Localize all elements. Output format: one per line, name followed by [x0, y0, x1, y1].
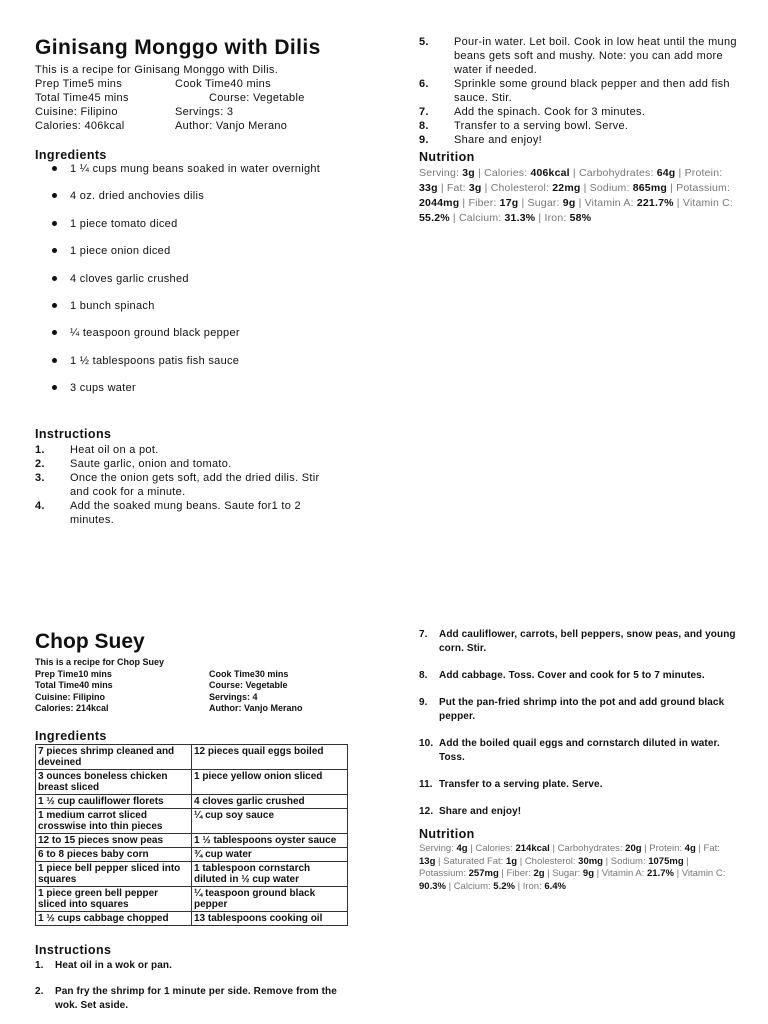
nutrition-label: Vitamin C:: [681, 868, 726, 879]
table-cell: 1 piece bell pepper sliced into squares: [36, 862, 192, 887]
nutrition-label: Potassium:: [419, 868, 469, 879]
list-item: [419, 669, 739, 683]
nutrition-value: 3g: [462, 167, 475, 179]
list-item: 3 cups water: [52, 381, 332, 395]
step-text: Transfer to a serving plate. Serve.: [439, 779, 603, 790]
list-item: [419, 778, 739, 792]
step-number: 2.: [35, 986, 44, 997]
step-number: 12.: [419, 806, 434, 817]
table-cell: 3 ounces boneless chicken breast sliced: [36, 770, 192, 795]
list-item: 1 ¼ cups mung beans soaked in water overnight: [52, 162, 332, 176]
table-cell: 1 ½ tablespoons oyster sauce: [192, 834, 348, 848]
step-text: Add the soaked mung beans. Saute for1 to 2 minutes.: [70, 500, 301, 526]
step-text: Put the pan-fried shrimp into the pot and add ground black pepper.: [439, 697, 725, 722]
list-item: [419, 119, 739, 133]
list-item: [35, 471, 335, 499]
instructions-list: [35, 443, 335, 527]
recipe-title: Ginisang Monggo with Dilis: [35, 36, 321, 59]
table-cell: 6 to 8 pieces baby corn: [36, 848, 192, 862]
step-number: 9.: [419, 134, 429, 146]
table-cell: 1 tablespoon cornstarch diluted in ½ cup water: [192, 862, 348, 887]
step-text: Add the spinach. Cook for 3 minutes.: [454, 106, 646, 118]
table-row: [36, 887, 348, 912]
total-time: Total Time40 mins: [35, 680, 113, 690]
table-row: [36, 848, 348, 862]
list-item: [419, 35, 739, 77]
nutrition-label: Iron:: [544, 212, 570, 224]
nutrition-value: 865mg: [632, 182, 667, 194]
instructions-list-continued: [419, 628, 739, 819]
step-text: Heat oil on a pot.: [70, 444, 159, 456]
nutrition-label: Serving:: [419, 843, 457, 854]
nutrition-value: 21.7%: [647, 868, 674, 879]
table-cell: 4 cloves garlic crushed: [192, 795, 348, 809]
ingredients-table: [35, 744, 348, 926]
table-cell: 13 tablespoons cooking oil: [192, 912, 348, 926]
table-row: [36, 809, 348, 834]
step-text: Saute garlic, onion and tomato.: [70, 458, 232, 470]
course: Course: Vegetable: [209, 92, 305, 104]
nutrition-label: Serving:: [419, 167, 463, 179]
step-number: 7.: [419, 106, 429, 118]
author: Author: Vanjo Merano: [209, 703, 303, 713]
step-text: Share and enjoy!: [439, 806, 522, 817]
nutrition-label: Calories:: [475, 843, 516, 854]
table-row: [36, 834, 348, 848]
step-number: 10.: [419, 738, 434, 749]
nutrition-facts: Serving: 4g | Calories: 214kcal | Carbohydrates: 20g | Protein: 4g | Fat: 13g | Saturated Fat: 1g | Cholesterol: 30mg | Sodium: 1075mg | Potassium: 257mg | Fiber: 2g | Sugar: 9g | Vitamin A: 21.7% | Vitamin C: 90.3% | Calcium: 5.2% | Iron: 6.4%: [419, 843, 726, 892]
nutrition-heading: Nutrition: [419, 150, 475, 164]
nutrition-label: Protein:: [649, 843, 685, 854]
servings: Servings: 4: [209, 691, 258, 702]
list-item: 1 bunch spinach: [52, 299, 332, 313]
nutrition-value: 33g: [419, 182, 438, 194]
nutrition-value: 31.3%: [504, 212, 536, 224]
table-cell: 7 pieces shrimp cleaned and deveined: [36, 745, 192, 770]
step-number: 8.: [419, 120, 429, 132]
step-number: 2.: [35, 458, 45, 470]
step-number: 7.: [419, 629, 428, 640]
instructions-heading: Instructions: [35, 943, 112, 957]
step-number: 5.: [419, 36, 429, 48]
nutrition-value: 5.2%: [493, 880, 515, 892]
table-cell: 12 pieces quail eggs boiled: [192, 745, 348, 770]
nutrition-label: Sodium:: [589, 182, 633, 194]
nutrition-label: Calcium:: [458, 212, 505, 224]
nutrition-value: 4g: [456, 843, 468, 854]
nutrition-value: 1075mg: [648, 855, 684, 867]
prep-time: Prep Time10 mins: [35, 668, 112, 679]
nutrition-label: Fat:: [446, 182, 469, 194]
nutrition-value: 214kcal: [515, 843, 550, 854]
list-item: [419, 696, 739, 724]
nutrition-label: Fiber:: [468, 197, 500, 209]
nutrition-label: Protein:: [684, 167, 723, 179]
table-row: [36, 912, 348, 926]
nutrition-label: Calcium:: [453, 880, 494, 892]
nutrition-label: Cholesterol:: [490, 182, 553, 194]
nutrition-value: 6.4%: [544, 880, 566, 892]
nutrition-label: Sodium:: [610, 855, 649, 867]
recipe-title: Chop Suey: [35, 630, 145, 653]
nutrition-label: Iron:: [522, 880, 545, 892]
nutrition-label: Vitamin A:: [584, 197, 637, 209]
step-text: Add cabbage. Toss. Cover and cook for 5 to 7 minutes.: [439, 670, 705, 681]
cook-time: Cook Time30 mins: [209, 668, 289, 679]
nutrition-heading: Nutrition: [419, 827, 475, 841]
list-item: [35, 985, 345, 1013]
recipe-intro: This is a recipe for Ginisang Monggo with Dilis.: [35, 64, 279, 76]
course: Course: Vegetable: [209, 680, 288, 690]
table-row: [36, 770, 348, 795]
step-text: Heat oil in a wok or pan.: [55, 960, 172, 971]
instructions-list-continued: [419, 35, 739, 147]
cuisine: Cuisine: Filipino: [35, 106, 118, 118]
ingredients-list: [52, 162, 332, 409]
step-number: 3.: [35, 472, 45, 484]
recipe-intro: This is a recipe for Chop Suey: [35, 657, 165, 667]
step-number: 6.: [419, 78, 429, 90]
list-item: [35, 443, 335, 457]
nutrition-value: 22mg: [552, 182, 581, 194]
table-cell: 1 medium carrot sliced crosswise into thin pieces: [36, 809, 192, 834]
step-text: Pan fry the shrimp for 1 minute per side. Remove from the wok. Set aside.: [55, 986, 337, 1011]
nutrition-value: 1g: [505, 855, 518, 867]
list-item: [419, 105, 739, 119]
servings: Servings: 3: [175, 106, 234, 118]
cuisine: Cuisine: Filipino: [35, 691, 105, 702]
total-time: Total Time45 mins: [35, 92, 129, 104]
list-item: [35, 499, 335, 527]
list-item: 1 ½ tablespoons patis fish sauce: [52, 354, 332, 368]
table-cell: 12 to 15 pieces snow peas: [36, 834, 192, 848]
table-cell: ¼ cup soy sauce: [192, 809, 348, 834]
nutrition-value: 90.3%: [419, 880, 446, 892]
step-text: Add the boiled quail eggs and cornstarch diluted in water. Toss.: [439, 738, 720, 763]
nutrition-label: Potassium:: [676, 182, 731, 194]
list-item: [35, 457, 335, 471]
table-cell: 1 piece green bell pepper sliced into squares: [36, 887, 192, 912]
nutrition-label: Vitamin A:: [601, 868, 648, 879]
list-item: 1 piece tomato diced: [52, 217, 332, 231]
nutrition-facts: Serving: 3g | Calories: 406kcal | Carbohydrates: 64g | Protein: 33g | Fat: 3g | Cholesterol: 22mg | Sodium: 865mg | Potassium: 2044mg | Fiber: 17g | Sugar: 9g | Vitamin A: 221.7% | Vitamin C: 55.2% | Calcium: 31.3% | Iron: 58%: [419, 167, 734, 224]
nutrition-value: 55.2%: [419, 212, 450, 224]
nutrition-value: 2g: [533, 868, 545, 879]
list-item: [419, 805, 739, 819]
table-row: [36, 862, 348, 887]
step-text: Share and enjoy!: [454, 134, 542, 146]
step-number: 4.: [35, 500, 45, 512]
step-number: 9.: [419, 697, 428, 708]
step-number: 1.: [35, 444, 45, 456]
nutrition-label: Sugar:: [552, 868, 583, 879]
step-number: 1.: [35, 960, 44, 971]
nutrition-label: Carbohydrates:: [578, 167, 657, 179]
nutrition-label: Carbohydrates:: [557, 843, 626, 854]
table-cell: 1 ½ cups cabbage chopped: [36, 912, 192, 926]
nutrition-value: 2044mg: [419, 197, 460, 209]
list-item: [419, 133, 739, 147]
nutrition-label: Calories:: [484, 167, 531, 179]
nutrition-label: Sugar:: [527, 197, 563, 209]
instructions-heading: Instructions: [35, 427, 112, 441]
nutrition-value: 9g: [562, 197, 576, 209]
nutrition-value: 64g: [656, 167, 676, 179]
nutrition-value: 20g: [625, 843, 642, 854]
step-text: Transfer to a serving bowl. Serve.: [454, 120, 629, 132]
author: Author: Vanjo Merano: [175, 120, 288, 132]
nutrition-value: 9g: [582, 868, 595, 879]
nutrition-value: 30mg: [578, 855, 603, 867]
nutrition-value: 17g: [499, 197, 519, 209]
recipe-meta: [35, 63, 365, 133]
cook-time: Cook Time40 mins: [175, 78, 271, 90]
step-number: 11.: [419, 779, 433, 790]
calories: Calories: 214kcal: [35, 703, 109, 713]
ingredients-heading: Ingredients: [35, 729, 107, 743]
table-cell: ¼ teaspoon ground black pepper: [192, 887, 348, 912]
nutrition-value: 221.7%: [636, 197, 674, 209]
list-item: [419, 77, 739, 105]
nutrition-label: Saturated Fat:: [443, 855, 506, 867]
nutrition-value: 58%: [569, 212, 592, 224]
step-text: Once the onion gets soft, add the dried dilis. Stir and cook for a minute.: [70, 472, 320, 498]
instructions-list: [35, 959, 345, 1013]
list-item: [35, 959, 345, 973]
list-item: [419, 737, 739, 765]
nutrition-label: Vitamin C:: [682, 197, 734, 209]
table-cell: ¾ cup water: [192, 848, 348, 862]
nutrition-value: 4g: [684, 843, 696, 854]
list-item: 1 piece onion diced: [52, 244, 332, 258]
calories: Calories: 406kcal: [35, 120, 125, 132]
table-cell: 1 piece yellow onion sliced: [192, 770, 348, 795]
nutrition-label: Cholesterol:: [524, 855, 579, 867]
step-text: Add cauliflower, carrots, bell peppers, snow peas, and young corn. Stir.: [439, 629, 736, 654]
table-cell: 1 ½ cup cauliflower florets: [36, 795, 192, 809]
nutrition-value: 257mg: [468, 868, 499, 879]
step-text: Pour-in water. Let boil. Cook in low heat until the mung beans gets soft and mushy. Note: you can add more water if needed.: [454, 36, 737, 76]
table-row: [36, 795, 348, 809]
list-item: [419, 628, 739, 656]
list-item: ¼ teaspoon ground black pepper: [52, 326, 332, 340]
ingredients-heading: Ingredients: [35, 148, 107, 162]
table-row: [36, 745, 348, 770]
list-item: 4 oz. dried anchovies dilis: [52, 189, 332, 203]
nutrition-value: 3g: [468, 182, 482, 194]
nutrition-label: Fiber:: [506, 868, 534, 879]
list-item: 4 cloves garlic crushed: [52, 272, 332, 286]
step-text: Sprinkle some ground black pepper and then add fish sauce. Stir.: [454, 78, 730, 104]
prep-time: Prep Time5 mins: [35, 78, 123, 90]
recipe-meta: [35, 657, 365, 715]
nutrition-value: 406kcal: [530, 167, 570, 179]
nutrition-label: Fat:: [703, 843, 720, 854]
step-number: 8.: [419, 670, 428, 681]
nutrition-value: 13g: [419, 855, 436, 867]
